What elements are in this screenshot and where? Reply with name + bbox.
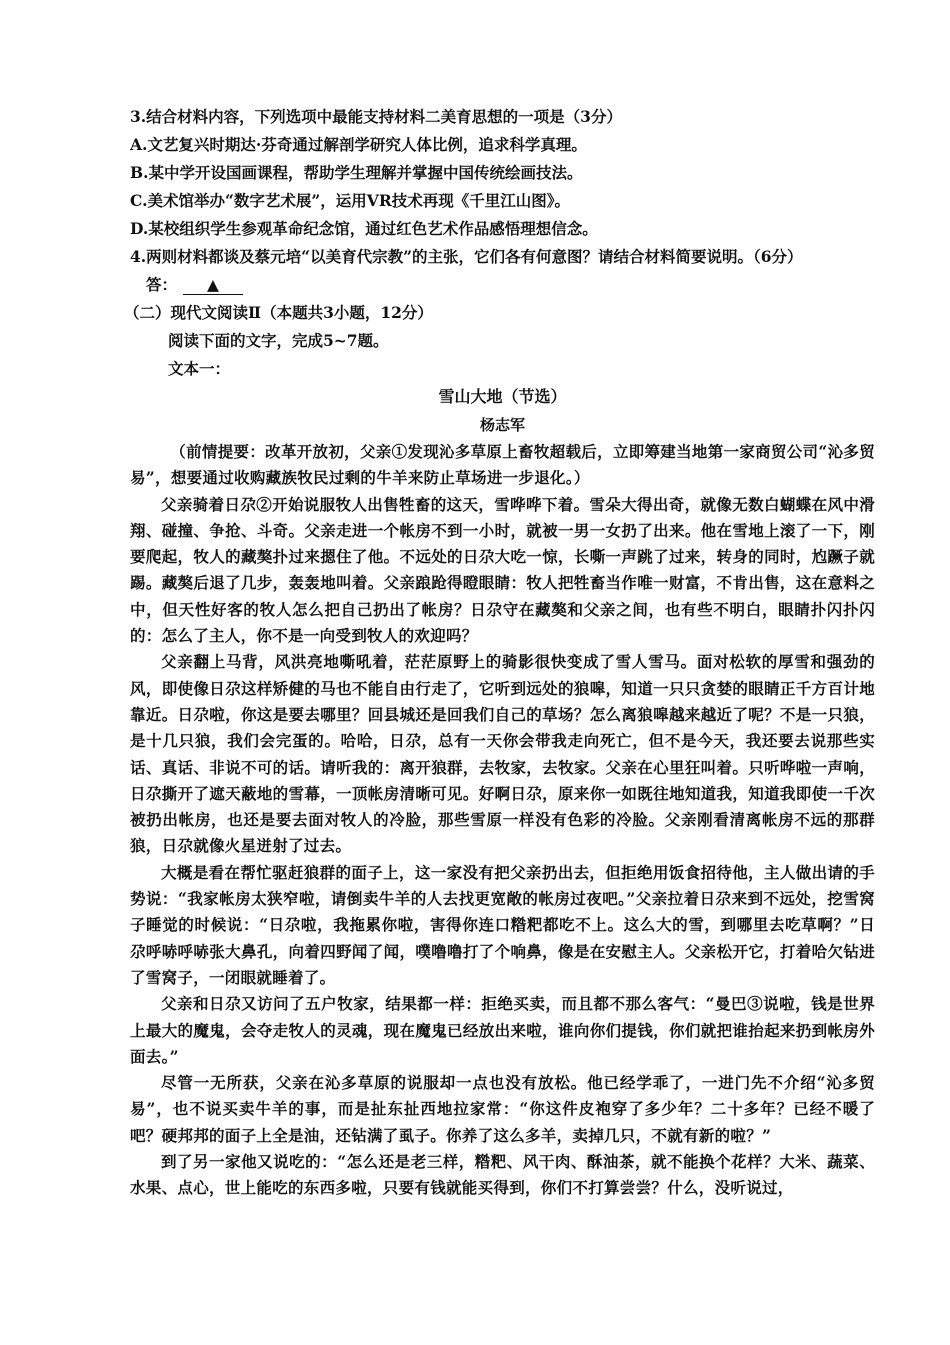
question-3-option-d: D.某校组织学生参观革命纪念馆，通过红色艺术作品感悟理想信念。: [130, 219, 598, 238]
question-3-option-a: A.文艺复兴时期达·芬奇通过解剖学研究人体比例，追求科学真理。: [130, 135, 587, 154]
article-paragraph-5: 尽管一无所获，父亲在沁多草原的说服却一点也没有放松。他已经学乖了，一进门先不介绍“沁多贸易”，也不说买卖牛羊的事，而是扯东扯西地拉家常：“你这件皮袍穿了多少年？二十多年？已经不暖了吧？硬邦邦的面子上全是油，还钻满了虱子。你养了这么多羊，卖掉几只，不就有新的啦？”: [130, 1073, 875, 1145]
section-2-heading: （二）现代文阅读Ⅱ（本题共3小题，12分）: [124, 303, 433, 322]
question-3-option-b: B.某中学开设国画课程，帮助学生理解并掌握中国传统绘画技法。: [130, 163, 583, 182]
question-3-stem: 3.结合材料内容，下列选项中最能支持材料二美育思想的一项是（3分）: [130, 107, 622, 126]
answer-blank-triangle-icon: ▲: [183, 276, 243, 295]
article-paragraph-4: 父亲和日尕又访问了五户牧家，结果都一样：拒绝买卖，而且都不那么客气：“曼巴③说啦，钱是世界上最大的魔鬼，会夺走牧人的灵魂，现在魔鬼已经放出来啦，谁向你们提钱，你们就把谁抬起来扔到帐房外面去。”: [130, 994, 875, 1066]
article-paragraph-2: 父亲翻上马背，风洪亮地嘶吼着，茫茫原野上的骑影很快变成了雪人雪马。面对松软的厚雪和强劲的风，即使像日尕这样矫健的马也不能自由行走了，它听到远处的狼嗥，知道一只只贪婪的眼睛正千方百计地靠近。日尕啦，你这是要去哪里？回县城还是回我们自己的草场？怎么离狼嗥越来越近了呢？不是一只狼，是十几只狼，我们会完蛋的。哈哈，日尕，总有一天你会带我走向死亡，但不是今天，我还要去说那些实话、真话、非说不可的话。请听我的：离开狼群，去牧家，去牧家。父亲在心里狂叫着。只听哗啦一声响，日尕撕开了遮天蔽地的雪幕，一顶帐房清晰可见。好啊日尕，原来你一如既往地知道我，知道我即使一千次被扔出帐房，也还是要去面对牧人的冷脸，那些雪原一样没有色彩的冷脸。父亲刚看清离帐房不远的那群狼，日尕就像火星迸射了过去。: [130, 652, 875, 856]
article-paragraph-3: 大概是看在帮忙驱赶狼群的面子上，这一家没有把父亲扔出去，但拒绝用饭食招待他，主人做出请的手势说：“我家帐房太狭窄啦，请倒卖牛羊的人去找更宽敞的帐房过夜吧。”父亲拉着日尕来到不远处，挖雪窝子睡觉的时候说：“日尕啦，我拖累你啦，害得你连口糌粑都吃不上。这么大的雪，到哪里去吃草啊？”日尕呼哧呼哧张大鼻孔，向着四野闻了闻，噗噜噜打了个响鼻，像是在安慰主人。父亲松开它，打着哈欠钻进了雪窝子，一闭眼就睡着了。: [130, 862, 875, 987]
article-paragraph-1: 父亲骑着日尕②开始说服牧人出售牲畜的这天，雪哗哗下着。雪朵大得出奇，就像无数白蝴蝶在风中滑翔、碰撞、争抢、斗奇。父亲走进一个帐房不到一小时，就被一男一女扔了出来。他在雪地上滚了一下，刚要爬起，牧人的藏獒扑过来摁住了他。不远处的日尕大吃一惊，长嘶一声跳了过来，转身的同时，尥蹶子就踢。藏獒后退了几步，轰轰地叫着。父亲踉跄得瞪眼睛：牧人把牲畜当作唯一财富，不肯出售，这在意料之中，但天性好客的牧人怎么把自己扔出了帐房？日尕守在藏獒和父亲之间，也有些不明白，眼睛扑闪扑闪的：怎么了主人，你不是一向受到牧人的欢迎吗？: [130, 494, 875, 646]
page-content: [124, 103, 875, 1202]
question-4-stem: 4.两则材料都谈及蔡元培“以美育代宗教”的主张，它们各有何意图？请结合材料简要说明。（6分）: [130, 247, 803, 266]
question-4-answer-line: [146, 271, 875, 299]
answer-label: 答：: [146, 275, 178, 294]
section-2-instruction: 阅读下面的文字，完成5~7题。: [168, 331, 389, 350]
article-paragraph-6: 到了另一家他又说吃的：“怎么还是老三样，糌粑、风干肉、酥油茶，就不能换个花样？大米、蔬菜、水果、点心，世上能吃的东西多啦，只要有钱就能买得到，你们不打算尝尝？什么，没听说过，: [130, 1152, 875, 1198]
text-one-label: 文本一：: [168, 359, 231, 378]
preface-text: （前情提要：改革开放初，父亲①发现沁多草原上畜牧超载后，立即筹建当地第一家商贸公司“沁多贸易”，想要通过收购藏族牧民过剩的牛羊来防止草场进一步退化。）: [130, 442, 875, 488]
article-author: 杨志军: [479, 416, 525, 434]
article-body: [130, 492, 875, 1202]
question-3-option-c: C.美术馆举办“数字艺术展”，运用VR技术再现《千里江山图》。: [130, 191, 570, 210]
article-preface: [130, 439, 875, 492]
article-title: 雪山大地（节选）: [438, 387, 567, 406]
